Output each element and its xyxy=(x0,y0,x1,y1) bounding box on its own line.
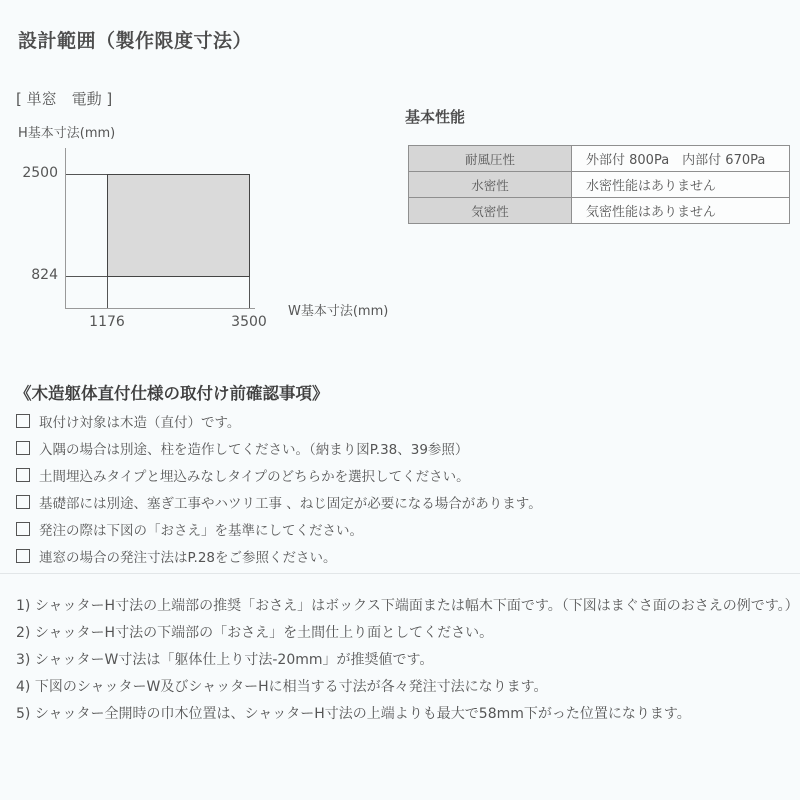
checkbox-icon xyxy=(16,468,30,482)
performance-row-value: 気密性能はありません xyxy=(572,198,790,224)
checklist xyxy=(16,410,542,572)
checklist-item xyxy=(16,518,542,545)
checklist-heading: 《木造躯体直付仕様の取付け前確認事項》 xyxy=(15,384,329,403)
checklist-item-text: 連窓の場合の発注寸法はP.28をご参照ください。 xyxy=(39,550,337,566)
diagram-x-axis-line xyxy=(65,308,255,309)
checkbox-icon xyxy=(16,414,30,428)
checkbox-icon xyxy=(16,549,30,563)
diagram-guide-line-2500 xyxy=(66,174,107,175)
performance-table xyxy=(408,145,790,224)
note-line: 3) シャッターW寸法は「躯体仕上り寸法-20mm」が推奨値です。 xyxy=(16,652,434,668)
diagram-tick-x-min: 1176 xyxy=(89,314,125,330)
design-range-area xyxy=(107,174,250,277)
variant-label: [ 単窓 電動 ] xyxy=(16,90,113,108)
diagram-y-axis-line xyxy=(65,148,66,309)
diagram-tick-y-max: 2500 xyxy=(22,165,58,181)
checkbox-icon xyxy=(16,495,30,509)
checklist-item-text: 基礎部には別途、塞ぎ工事やハツリ工事 、ねじ固定が必要になる場合があります。 xyxy=(39,496,542,512)
checklist-item xyxy=(16,464,542,491)
checklist-item-text: 発注の際は下図の「おさえ」を基準にしてください。 xyxy=(39,523,363,539)
note-line: 1) シャッターH寸法の上端部の推奨「おさえ」はボックス下端面または幅木下面です。（下図はまぐさ面のおさえの例です。） xyxy=(16,598,799,614)
performance-row-label: 水密性 xyxy=(409,172,572,198)
performance-row-value: 水密性能はありません xyxy=(572,172,790,198)
diagram-guide-line-3500 xyxy=(249,277,250,308)
checklist-item-text: 取付け対象は木造（直付）です。 xyxy=(39,415,241,431)
performance-heading: 基本性能 xyxy=(405,108,466,126)
diagram-tick-y-min: 824 xyxy=(31,267,58,283)
checklist-item-text: 入隅の場合は別途、柱を造作してください。（納まり図P.38、39参照） xyxy=(39,442,469,458)
note-line: 4) 下図のシャッターW及びシャッターHに相当する寸法が各々発注寸法になります。 xyxy=(16,679,548,695)
checklist-item xyxy=(16,437,542,464)
checklist-item xyxy=(16,491,542,518)
design-range-diagram xyxy=(0,0,400,345)
diagram-x-axis-label: W基本寸法(mm) xyxy=(288,304,389,319)
diagram-y-axis-label: H基本寸法(mm) xyxy=(18,126,116,141)
note-line: 5) シャッター全開時の巾木位置は、シャッターH寸法の上端よりも最大で58mm下がった位置になります。 xyxy=(16,706,691,722)
diagram-tick-x-max: 3500 xyxy=(231,314,267,330)
diagram-guide-line-1176 xyxy=(107,277,108,308)
notes-list xyxy=(16,593,799,728)
checklist-item-text: 土間埋込みタイプと埋込みなしタイプのどちらかを選択してください。 xyxy=(39,469,470,485)
table-row xyxy=(409,198,790,224)
checkbox-icon xyxy=(16,441,30,455)
performance-row-label: 気密性 xyxy=(409,198,572,224)
performance-row-label: 耐風圧性 xyxy=(409,146,572,172)
performance-row-value: 外部付 800Pa 内部付 670Pa xyxy=(572,146,790,172)
table-row xyxy=(409,172,790,198)
checklist-item xyxy=(16,410,542,437)
note-line: 2) シャッターH寸法の下端部の「おさえ」を土間仕上り面としてください。 xyxy=(16,625,494,641)
checklist-item xyxy=(16,545,542,572)
diagram-guide-line-824 xyxy=(66,276,107,277)
checkbox-icon xyxy=(16,522,30,536)
page-title: 設計範囲（製作限度寸法） xyxy=(18,30,253,52)
section-divider xyxy=(0,573,800,574)
table-row xyxy=(409,146,790,172)
